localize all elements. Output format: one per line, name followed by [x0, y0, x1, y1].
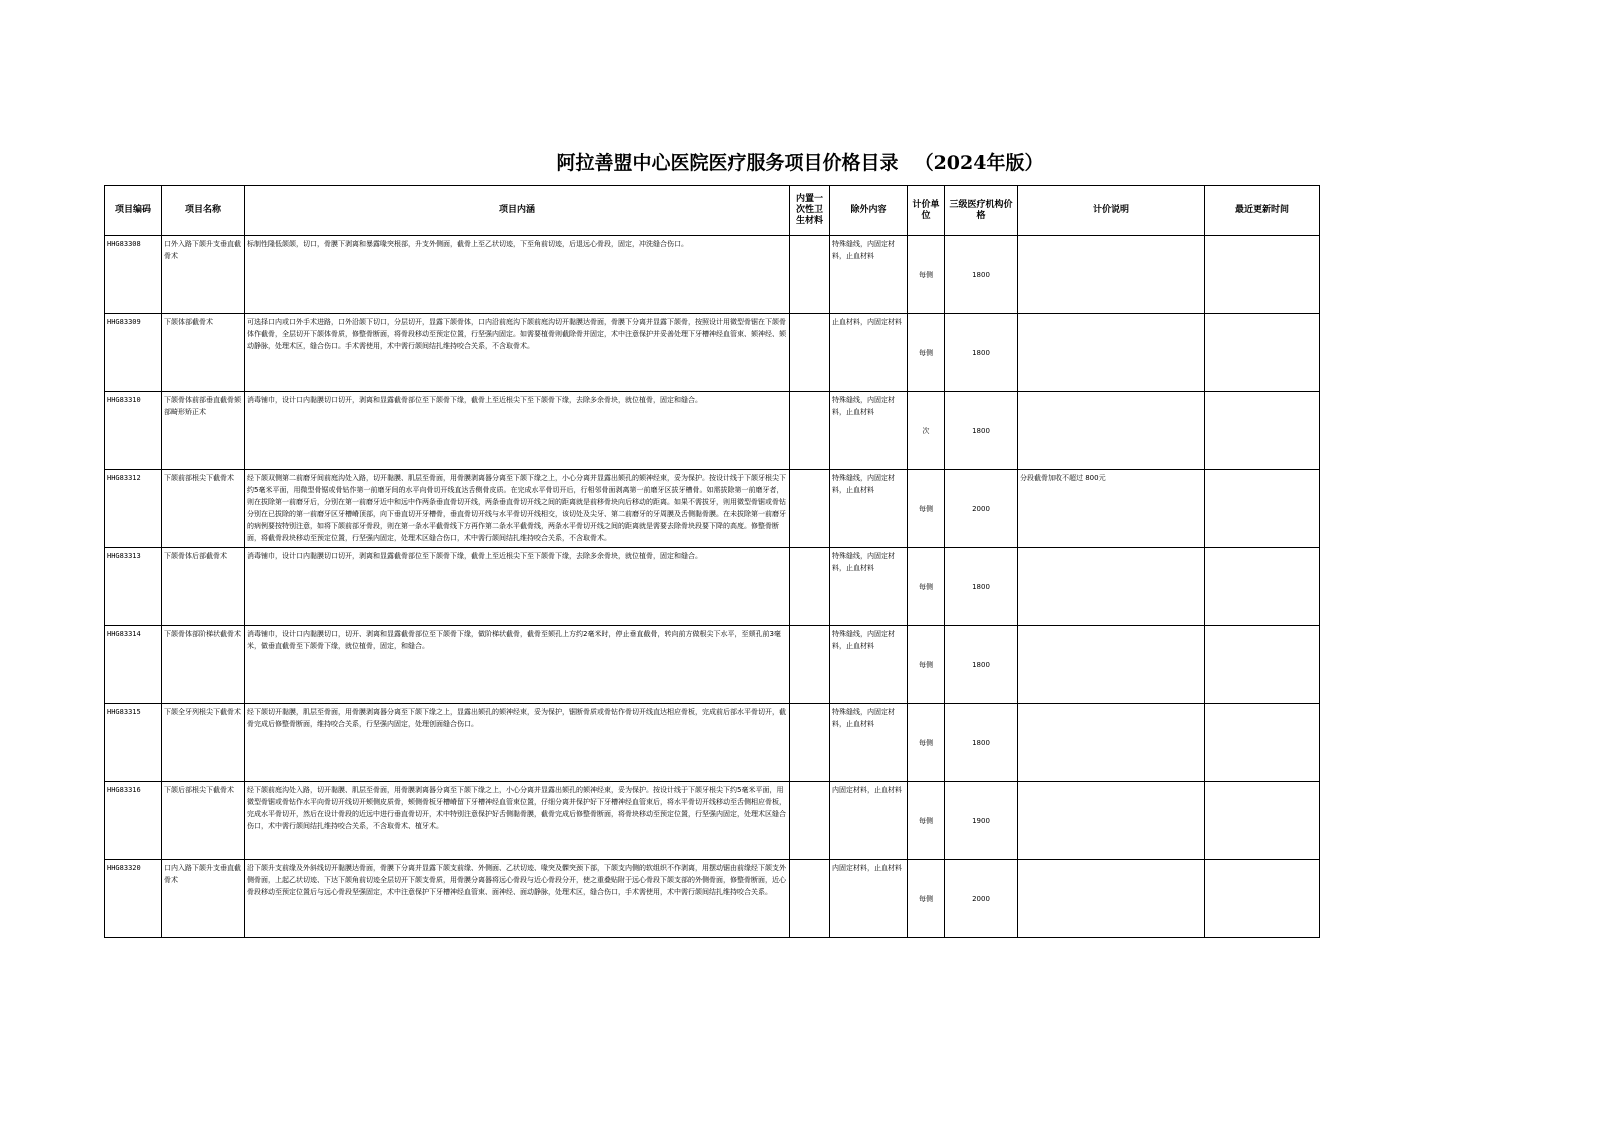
title-text: 阿拉善盟中心医院医疗服务项目价格目录 [556, 152, 899, 174]
cell-code: HHG83313 [105, 548, 162, 626]
cell-consumables [790, 314, 830, 392]
cell-name: 下颌骨体后部截骨术 [162, 548, 245, 626]
cell-code: HHG83315 [105, 704, 162, 782]
cell-notes [1018, 236, 1205, 314]
cell-unit: 每侧 [908, 860, 945, 938]
cell-updated [1205, 860, 1320, 938]
cell-unit: 每侧 [908, 470, 945, 548]
cell-consumables [790, 470, 830, 548]
cell-unit: 每侧 [908, 314, 945, 392]
table-row [105, 236, 1320, 314]
cell-content: 经下颌前庭沟处入路，切开黏膜、肌层至骨面，用骨膜剥离器分离至下颌下缘之上，小心分离并显露出颏孔的颏神经束，妥为保护。按设计线于下颌牙根尖下约5毫米平面，用微型骨锯或骨钻作水平向骨切开线切开颊侧皮质骨，颊侧骨板牙槽嵴留下牙槽神经血管束位置，仔细分离并保护好下牙槽神经血管束后，将水平骨切开线移动至舌侧相应骨板，完成水平骨切开，然后在设计骨段的近远中进行垂直骨切开，术中特别注意保护好舌侧黏骨膜，截骨完成后修整骨断面，将骨块移动至预定位置，行坚强内固定，处理术区缝合伤口，术中需行颌间结扎维持咬合关系，不含取骨术、植牙术。 [245, 782, 790, 860]
header-code: 项目编码 [105, 186, 162, 236]
cell-updated [1205, 548, 1320, 626]
cell-name: 下颌骨体前部垂直截骨颏部畸形矫正术 [162, 392, 245, 470]
header-notes: 计价说明 [1018, 186, 1205, 236]
cell-consumables [790, 860, 830, 938]
cell-content: 标制性隆低颌颌，切口，骨膜下剥离和暴露喙突根部，升支外侧面，截骨上至乙状切迹，下至角前切迹，后退远心骨段，固定，冲洗缝合伤口。 [245, 236, 790, 314]
table-row [105, 470, 1320, 548]
cell-unit: 每侧 [908, 548, 945, 626]
cell-updated [1205, 782, 1320, 860]
cell-content: 可选择口内或口外手术进路，口外沿颌下切口，分层切开，显露下颌骨体，口内沿前庭沟下颌前庭沟切开黏膜达骨面，骨膜下分离并显露下颌骨，按照设计用微型骨锯在下颌骨体作截骨，全层切开下颌体骨质，修整骨断面，将骨段移动至预定位置，行坚强内固定。如需要植骨则截除骨并固定，术中注意保护并妥善处理下牙槽神经血管束、颏神经、颏动静脉，处理术区，缝合伤口。手术需使用，术中需行颌间结扎维持咬合关系，不含取骨术。 [245, 314, 790, 392]
cell-price: 1800 [945, 704, 1018, 782]
cell-exclusions: 内固定材料，止血材料 [830, 782, 908, 860]
cell-price: 1800 [945, 626, 1018, 704]
header-updated: 最近更新时间 [1205, 186, 1320, 236]
cell-notes: 分段截骨加收不超过 800元 [1018, 470, 1205, 548]
cell-price: 2000 [945, 860, 1018, 938]
cell-updated [1205, 392, 1320, 470]
cell-code: HHG83314 [105, 626, 162, 704]
cell-notes [1018, 314, 1205, 392]
cell-content: 消毒铺巾，设计口内黏膜切口切开，剥离和显露截骨部位至下颌骨下缘，截骨上至近根尖下至下颌骨下缘，去除多余骨块，就位植骨，固定和缝合。 [245, 548, 790, 626]
table-row [105, 548, 1320, 626]
cell-exclusions: 内固定材料，止血材料 [830, 860, 908, 938]
header-price: 三级医疗机构价格 [945, 186, 1018, 236]
header-row [105, 186, 1320, 236]
cell-consumables [790, 236, 830, 314]
header-unit: 计价单位 [908, 186, 945, 236]
header-exclusions: 除外内容 [830, 186, 908, 236]
cell-code: HHG83308 [105, 236, 162, 314]
cell-name: 口内入路下颌升支垂直截骨术 [162, 860, 245, 938]
cell-price: 1800 [945, 392, 1018, 470]
cell-consumables [790, 782, 830, 860]
cell-notes [1018, 782, 1205, 860]
table-row [105, 314, 1320, 392]
cell-name: 下颌前部根尖下截骨术 [162, 470, 245, 548]
header-content: 项目内涵 [245, 186, 790, 236]
cell-updated [1205, 626, 1320, 704]
cell-updated [1205, 314, 1320, 392]
cell-notes [1018, 704, 1205, 782]
cell-updated [1205, 470, 1320, 548]
header-name: 项目名称 [162, 186, 245, 236]
table-row [105, 704, 1320, 782]
cell-exclusions: 特殊缝线，内固定材料，止血材料 [830, 704, 908, 782]
cell-content: 经下颌切开黏膜，肌层至骨面，用骨膜剥离器分离至下颌下缘之上，显露出颏孔的颏神经束，妥为保护，锯断骨质或骨钻作骨切开线直达相应骨板，完成前后部水平骨切开，截骨完成后修整骨断面，维持咬合关系，行坚强内固定，处理创面缝合伤口。 [245, 704, 790, 782]
cell-price: 1800 [945, 314, 1018, 392]
cell-exclusions: 止血材料，内固定材料 [830, 314, 908, 392]
table-row [105, 626, 1320, 704]
cell-name: 下颌骨体部阶梯状截骨术 [162, 626, 245, 704]
cell-consumables [790, 704, 830, 782]
price-table [104, 185, 1320, 938]
cell-notes [1018, 392, 1205, 470]
cell-name: 口外入路下颌升支垂直截骨术 [162, 236, 245, 314]
cell-exclusions: 特殊缝线，内固定材料，止血材料 [830, 236, 908, 314]
cell-name: 下颌体部截骨术 [162, 314, 245, 392]
cell-consumables [790, 548, 830, 626]
cell-code: HHG83320 [105, 860, 162, 938]
cell-unit: 次 [908, 392, 945, 470]
header-consumables: 内置一次性卫生材料 [790, 186, 830, 236]
page-title [0, 148, 1600, 175]
table-row [105, 392, 1320, 470]
cell-notes [1018, 626, 1205, 704]
cell-consumables [790, 392, 830, 470]
cell-price: 2000 [945, 470, 1018, 548]
cell-unit: 每侧 [908, 782, 945, 860]
table-row [105, 782, 1320, 860]
cell-exclusions: 特殊缝线，内固定材料，止血材料 [830, 548, 908, 626]
cell-content: 经下颌双侧第二前磨牙间前庭沟处入路，切开黏膜、肌层至骨面，用骨膜剥离器分离至下颌下缘之上，小心分离并显露出颏孔的颏神经束，妥为保护。按设计线于下颌牙根尖下约5毫米平面，用微型骨锯或骨钻作第一前磨牙间的水平向骨切开线直达舌侧骨皮质。在完成水平骨切开后，行相邻骨面剥离第一前磨牙区拔牙槽骨。如需拔除第一前磨牙者，则在拔除第一前磨牙后，分别在第一前磨牙近中和远中作两条垂直骨切开线，两条垂直骨切开线之间的距离就是前移骨块向后移动的距离。如果不需拔牙，则用微型骨锯或骨钻分别在已拔除的第一前磨牙区牙槽嵴顶部，向下垂直切开牙槽骨，垂直骨切开线与水平骨切开线相交，该切处及尖牙、第二前磨牙的牙周膜及舌侧黏骨膜。在未拔除第一前磨牙的病例要按特别注意，如将下颌前部牙骨段，则在第一条水平截骨线下方再作第二条水平截骨线，两条水平骨切开线之间的距离就是需要去除骨块段要下降的高度。修整骨断面，将截骨段块移动至预定位置，行坚强内固定，处理术区缝合伤口，术中需行颌间结扎维持咬合关系，不含取骨术。 [245, 470, 790, 548]
cell-content: 消毒铺巾，设计口内黏膜切口切开，剥离和显露截骨部位至下颌骨下缘，截骨上至近根尖下至下颌骨下缘，去除多余骨块，就位植骨，固定和缝合。 [245, 392, 790, 470]
cell-content: 消毒铺巾，设计口内黏膜切口，切开、剥离和显露截骨部位至下颌骨下缘，做阶梯状截骨，截骨至颏孔上方约2毫米时，停止垂直截骨，转向前方做根尖下水平，至颏孔前3毫米，做垂直截骨至下颌骨下缘，就位植骨，固定，和缝合。 [245, 626, 790, 704]
cell-name: 下颌后部根尖下截骨术 [162, 782, 245, 860]
cell-exclusions: 特殊缝线，内固定材料，止血材料 [830, 392, 908, 470]
cell-updated [1205, 704, 1320, 782]
title-year: （2024年版） [914, 152, 1044, 174]
cell-code: HHG83309 [105, 314, 162, 392]
cell-content: 沿下颌升支前缘及外斜线切开黏膜达骨面，骨膜下分离并显露下颌支前缘、外侧面、乙状切迹、喙突及髁突颈下部，下颌支内侧的软组织不作剥离，用摆动锯由前缘经下颌支外侧骨面，上起乙状切迹、下达下颌角前切迹全层切开下颌支骨质，用骨膜分离器将远心骨段与近心骨段分开，使之重叠贴附于远心骨段下颌支部的外侧骨面，修整骨断面，近心骨段移动至预定位置后与远心骨段坚强固定，术中注意保护下牙槽神经血管束、面神经、面动静脉，处理术区，缝合伤口，手术需使用，术中需行颌间结扎维持咬合关系。 [245, 860, 790, 938]
cell-updated [1205, 236, 1320, 314]
cell-price: 1800 [945, 236, 1018, 314]
cell-code: HHG83316 [105, 782, 162, 860]
cell-exclusions: 特殊缝线，内固定材料，止血材料 [830, 626, 908, 704]
cell-code: HHG83312 [105, 470, 162, 548]
cell-name: 下颌全牙列根尖下截骨术 [162, 704, 245, 782]
table-row [105, 860, 1320, 938]
cell-consumables [790, 626, 830, 704]
cell-unit: 每侧 [908, 626, 945, 704]
cell-unit: 每侧 [908, 236, 945, 314]
cell-price: 1900 [945, 782, 1018, 860]
cell-notes [1018, 548, 1205, 626]
cell-price: 1800 [945, 548, 1018, 626]
cell-unit: 每侧 [908, 704, 945, 782]
cell-exclusions: 特殊缝线，内固定材料，止血材料 [830, 470, 908, 548]
cell-notes [1018, 860, 1205, 938]
cell-code: HHG83310 [105, 392, 162, 470]
